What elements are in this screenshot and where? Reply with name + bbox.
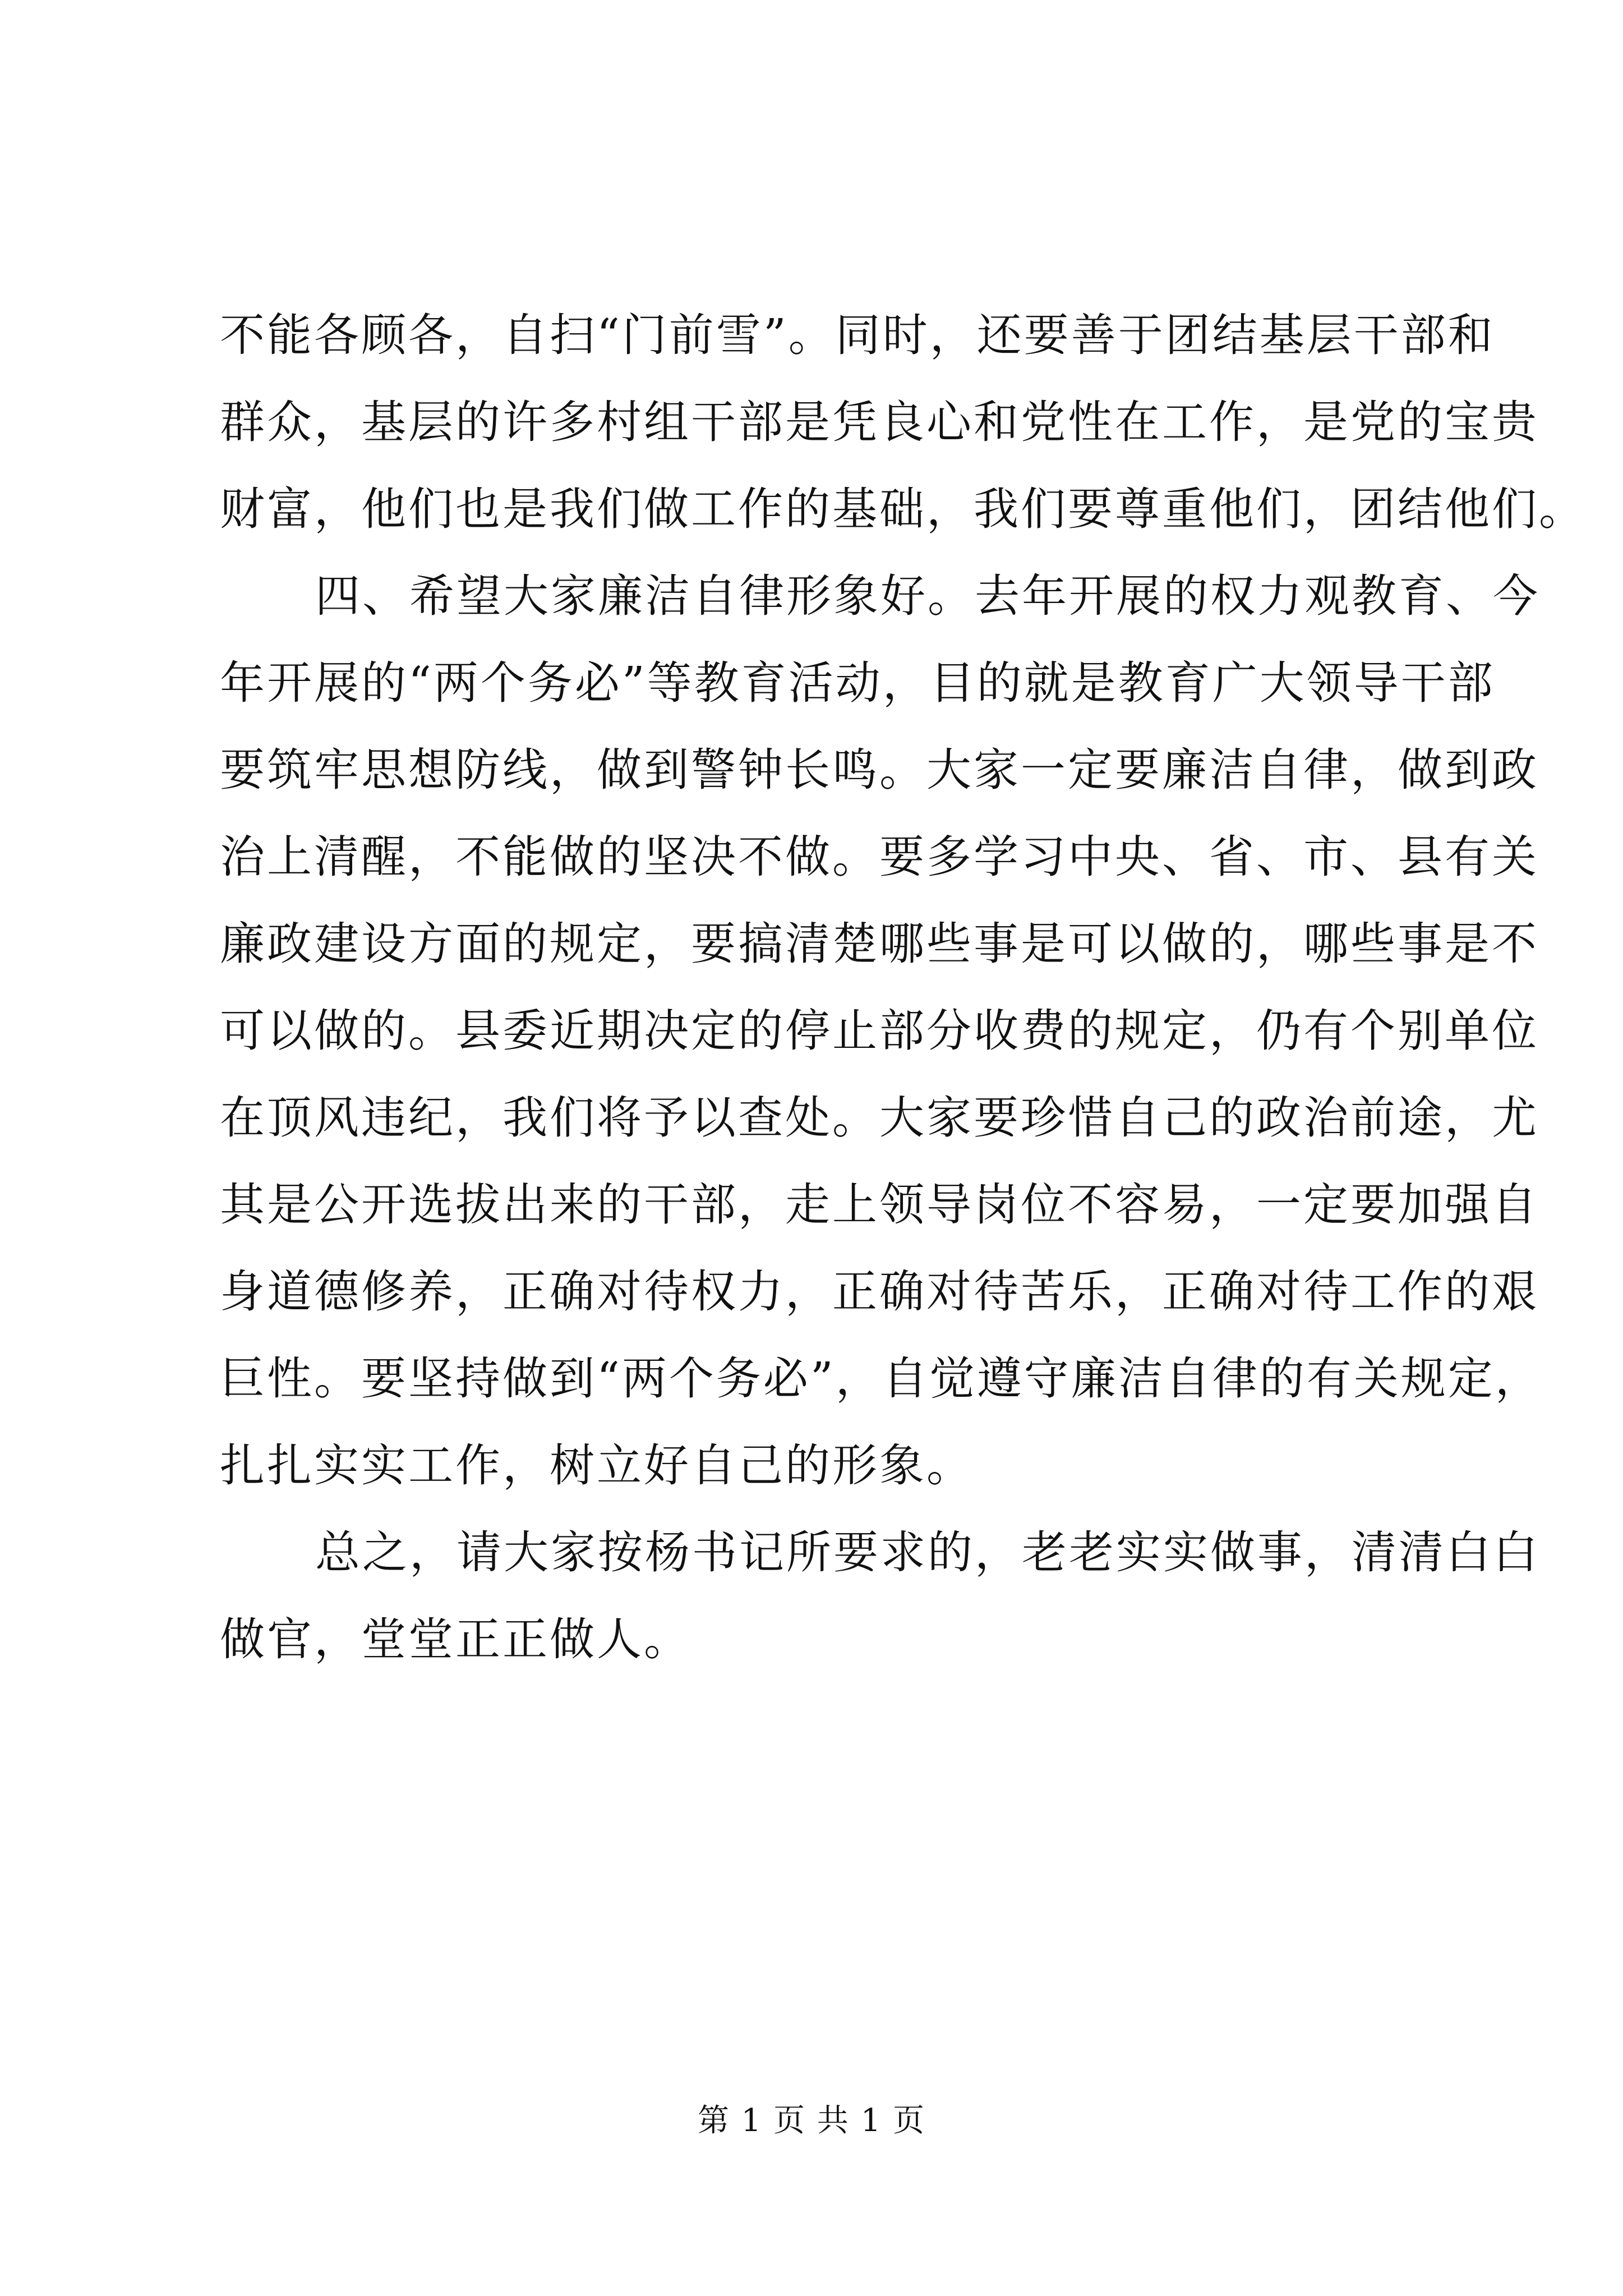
page-footer (0, 2101, 1623, 2141)
text-line: 在顶风违纪，我们将予以查处。大家要珍惜自己的政治前途，尤 (220, 1092, 1539, 1144)
paragraph-1 (220, 292, 1586, 553)
text-line: 财富，他们也是我们做工作的基础，我们要尊重他们，团结他们。 (220, 483, 1586, 535)
text-line: 四、希望大家廉洁自律形象好。去年开展的权力观教育、今 (315, 570, 1540, 622)
text-line: 可以做的。县委近期决定的停止部分收费的规定，仍有个别单位 (220, 1005, 1539, 1057)
text-line: 要筑牢思想防线，做到警钟长鸣。大家一定要廉洁自律，做到政 (220, 744, 1539, 796)
text-line: 年开展的“两个务必”等教育活动，目的就是教育广大领导干部 (220, 657, 1495, 709)
document-body (220, 292, 1586, 1683)
text-line: 治上清醒，不能做的坚决不做。要多学习中央、省、市、县有关 (220, 831, 1539, 883)
text-line: 廉政建设方面的规定，要搞清楚哪些事是可以做的，哪些事是不 (220, 918, 1539, 970)
text-line: 身道德修养，正确对待权力，正确对待苦乐，正确对待工作的艰 (220, 1266, 1539, 1318)
text-line: 总之，请大家按杨书记所要求的，老老实实做事，清清白白 (315, 1526, 1540, 1579)
text-line: 做官，堂堂正正做人。 (220, 1613, 691, 1665)
paragraph-3 (220, 1509, 1540, 1683)
text-line: 不能各顾各，自扫“门前雪”。同时，还要善于团结基层干部和 (220, 309, 1495, 361)
text-line: 巨性。要坚持做到“两个务必”，自觉遵守廉洁自律的有关规定， (220, 1352, 1542, 1405)
page-number: 第 1 页 共 1 页 (697, 2102, 926, 2139)
paragraph-2 (220, 553, 1542, 1509)
text-line: 扎扎实实工作，树立好自己的形象。 (220, 1439, 974, 1492)
text-line: 群众，基层的许多村组干部是凭良心和党性在工作，是党的宝贵 (220, 396, 1539, 448)
text-line: 其是公开选拔出来的干部，走上领导岗位不容易，一定要加强自 (220, 1179, 1539, 1231)
